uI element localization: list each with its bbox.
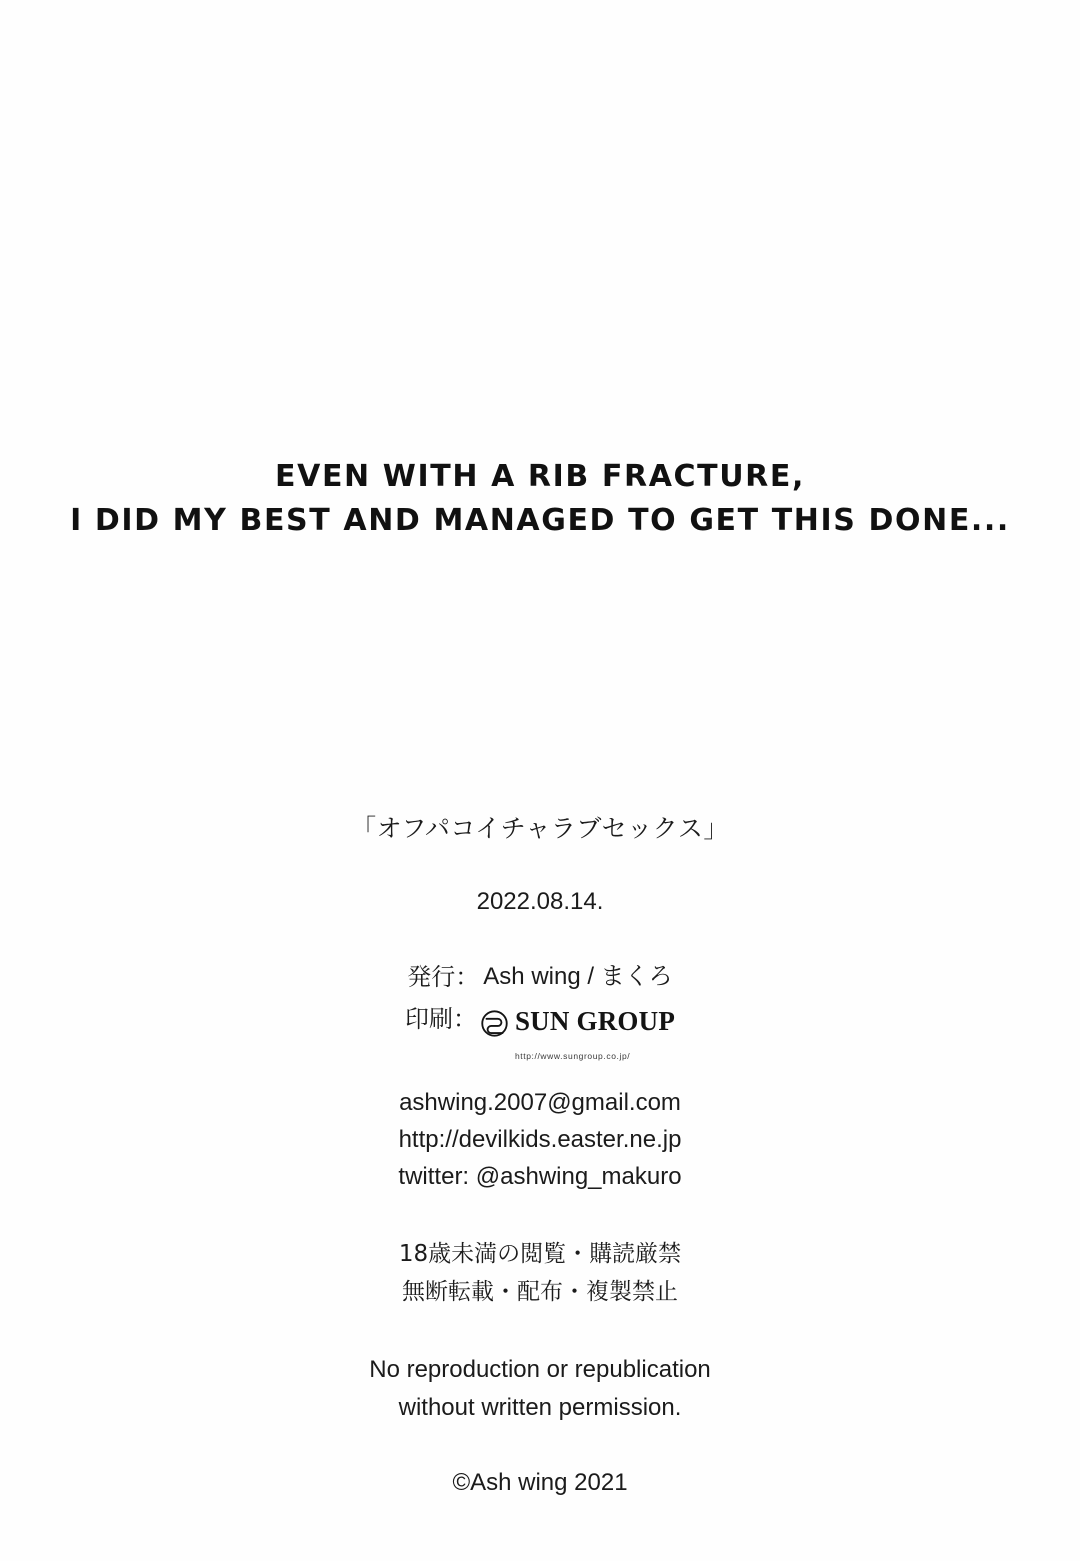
notice-block: [0, 1351, 1080, 1427]
contact-website[interactable]: http://devilkids.easter.ne.jp: [398, 1126, 682, 1153]
publisher-value: Ash wing / まくろ: [483, 963, 673, 990]
sun-group-logo: [481, 1005, 676, 1061]
printer-url: http://www.sungroup.co.jp/: [514, 1050, 631, 1061]
headline-line-2: I DID MY BEST AND MANAGED TO GET THIS DONE...: [70, 503, 1010, 538]
printer-label: 印刷：: [404, 1005, 477, 1033]
printer-name: SUN GROUP: [514, 1005, 676, 1036]
colophon-block: [0, 812, 1080, 1497]
credits-block: [0, 956, 1080, 1061]
sun-swirl-icon: [481, 1008, 508, 1035]
publisher-row: [0, 956, 1080, 998]
contacts-block: [0, 1084, 1080, 1195]
contact-email[interactable]: ashwing.2007@gmail.com: [399, 1089, 681, 1116]
age-restriction-warning: 18歳未満の閲覧・購読厳禁: [398, 1241, 682, 1267]
headline-line-1: EVEN WITH A RIB FRACTURE,: [275, 459, 805, 494]
reproduction-warning-jp: 無断転載・配布・複製禁止: [402, 1279, 678, 1305]
publisher-label: 発行：: [407, 963, 480, 991]
notice-line-1: No reproduction or republication: [369, 1356, 711, 1383]
copyright-line: ©Ash wing 2021: [452, 1469, 628, 1496]
contact-twitter[interactable]: twitter: @ashwing_makuro: [398, 1163, 682, 1190]
publication-date: 2022.08.14.: [476, 888, 604, 915]
printer-row: [0, 998, 1080, 1061]
work-title: 「オフパコイチャラブセックス」: [351, 814, 729, 843]
headline-text: [0, 455, 1080, 543]
warnings-block: [0, 1235, 1080, 1311]
notice-line-2: without written permission.: [398, 1394, 682, 1421]
